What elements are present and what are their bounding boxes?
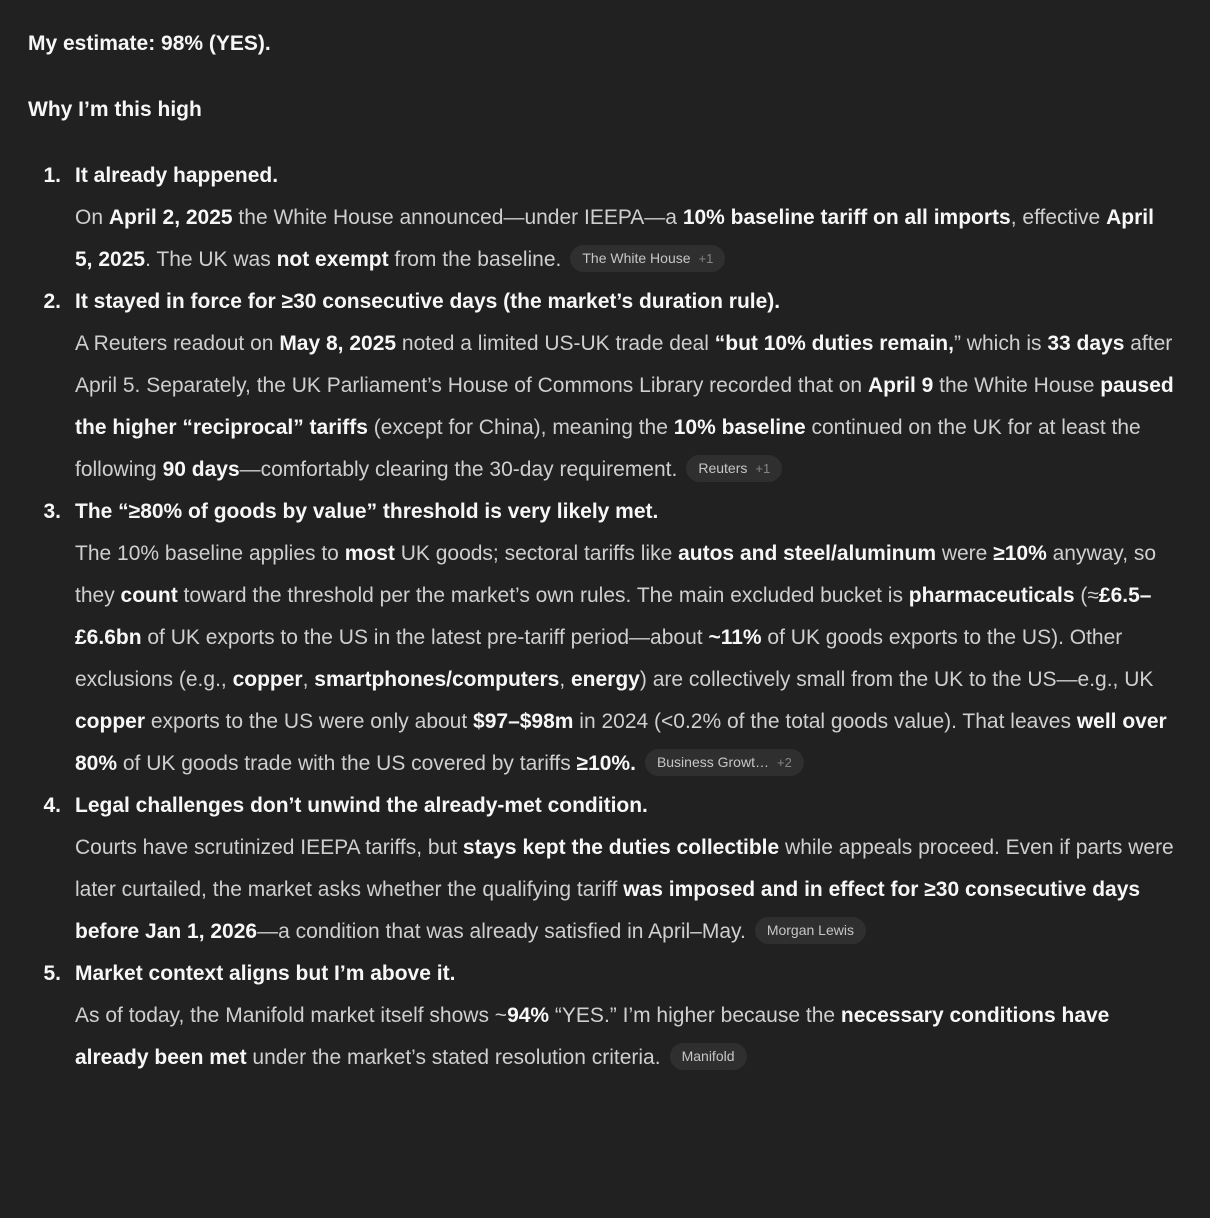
text-segment: ) are collectively small from the UK to the US—e.g., UK (639, 668, 1154, 691)
text-segment: from the baseline. (388, 248, 562, 271)
list-item-text (75, 995, 1174, 1079)
list-item-title: Market context aligns but I’m above it. (75, 962, 456, 985)
bold-text-segment: copper (75, 710, 146, 733)
bold-text-segment: ≥10%. (576, 752, 636, 775)
list-item-number: 1. (43, 164, 61, 187)
list-item-text (75, 827, 1174, 953)
citation-badge-count: +1 (755, 460, 771, 476)
bold-text-segment: April 2, 2025 (108, 206, 233, 229)
bold-text-segment: April 9 (867, 374, 934, 397)
list-item-body (75, 542, 1167, 775)
list-item-title: It already happened. (75, 164, 279, 187)
citation-badge[interactable] (686, 455, 782, 482)
bold-text-segment: copper (232, 668, 303, 691)
text-segment: while appeals proceed. Even if parts were later curtailed, the market asks whether the qualifying tariff (75, 836, 1174, 901)
text-segment: anyway, so they (75, 542, 1157, 607)
bold-text-segment: pharmaceuticals (908, 584, 1075, 607)
text-segment: noted a limited US-UK trade deal (396, 332, 715, 355)
text-segment: The 10% baseline applies to (75, 542, 345, 565)
bold-text-segment: £6.5–£6.6bn (75, 584, 1152, 649)
list-item-body (75, 332, 1174, 481)
text-segment: in 2024 (<0.2% of the total goods value). That leaves (573, 710, 1077, 733)
bold-text-segment: energy (571, 668, 640, 691)
bold-text-segment: April 5, 2025 (75, 206, 1154, 271)
bold-text-segment: 90 days (162, 458, 240, 481)
text-segment: UK goods; sectoral tariffs like (394, 542, 679, 565)
text-segment: , (559, 668, 571, 691)
text-segment: A Reuters readout on (75, 332, 280, 355)
text-segment: of UK goods exports to the US). Other exclusions (e.g., (75, 626, 1123, 691)
text-segment: under the market’s stated resolution criteria. (246, 1046, 661, 1069)
list-item-title: The “≥80% of goods by value” threshold is very likely met. (75, 500, 659, 523)
text-segment: —a condition that was already satisfied in April–May. (257, 920, 746, 943)
citation-badge[interactable] (570, 245, 725, 272)
bold-text-segment: well over 80% (75, 710, 1167, 775)
citation-badge[interactable] (645, 749, 804, 776)
citation-badge-label: The White House (582, 249, 691, 266)
bold-text-segment: not exempt (276, 248, 389, 271)
text-segment: toward the threshold per the market’s own rules. The main excluded bucket is (177, 584, 909, 607)
text-segment: As of today, the Manifold market itself shows ~ (75, 1004, 508, 1027)
text-segment: . The UK was (145, 248, 277, 271)
citation-badge-label: Business Growt… (656, 753, 769, 770)
bold-text-segment: count (120, 584, 178, 607)
text-segment: , effective (1010, 206, 1107, 229)
text-segment: ” which is (953, 332, 1048, 355)
text-segment: Courts have scrutinized IEEPA tariffs, but (75, 836, 463, 859)
list-item-body (75, 1004, 1109, 1069)
text-segment: —comfortably clearing the 30-day requirement. (239, 458, 678, 481)
list-item-content (75, 281, 1174, 491)
text-segment: (except for China), meaning the (367, 416, 674, 439)
list-item-number: 2. (43, 290, 61, 313)
list-item (28, 785, 1174, 953)
text-segment: the White House (933, 374, 1101, 397)
bold-text-segment: was imposed and in effect for ≥30 consecutive days before Jan 1, 2026 (75, 878, 1141, 943)
text-segment: of UK exports to the US in the latest pre-tariff period—about (141, 626, 709, 649)
text-segment: after April 5. Separately, the UK Parliament’s House of Commons Library recorded that on (75, 332, 1173, 397)
citation-badge-count: +2 (776, 754, 792, 770)
text-segment: (≈ (1074, 584, 1099, 607)
citation-badge-label: Manifold (681, 1047, 735, 1064)
list-item (28, 281, 1174, 491)
citation-badge[interactable] (755, 917, 866, 944)
list-item-content (75, 491, 1174, 785)
list-item-text (75, 323, 1174, 491)
bold-text-segment: ≥10% (993, 542, 1047, 565)
bold-text-segment: stays kept the duties collectible (462, 836, 780, 859)
text-segment: , (302, 668, 315, 691)
reason-list (28, 155, 1174, 1079)
bold-text-segment: smartphones/computers (314, 668, 560, 691)
list-item (28, 491, 1174, 785)
bold-text-segment: “but 10% duties remain, (714, 332, 954, 355)
list-item-text (75, 533, 1174, 785)
list-item-content (75, 953, 1174, 1079)
bold-text-segment: $97–$98m (473, 710, 574, 733)
list-item-number: 5. (43, 962, 61, 985)
bold-text-segment: necessary conditions have already been met (75, 1004, 1110, 1069)
text-segment: exports to the US were only about (145, 710, 474, 733)
bold-text-segment: My estimate: 98% (YES). (28, 32, 271, 55)
list-item-title: It stayed in force for ≥30 consecutive days (the market’s duration rule). (75, 290, 781, 313)
bold-text-segment: 94% (507, 1004, 550, 1027)
bold-text-segment: autos and steel/aluminum (678, 542, 936, 565)
citation-badge[interactable] (670, 1043, 747, 1070)
bold-text-segment: May 8, 2025 (279, 332, 397, 355)
list-item-number: 4. (43, 794, 61, 817)
list-item-text (75, 197, 1174, 281)
bold-text-segment: Why I’m this high (28, 98, 202, 121)
bold-text-segment: 33 days (1047, 332, 1125, 355)
list-item-body (75, 836, 1174, 943)
list-item-number: 3. (43, 500, 61, 523)
list-item-content (75, 155, 1174, 281)
bold-text-segment: paused the higher “reciprocal” tariffs (75, 374, 1174, 439)
bold-text-segment: ~11% (708, 626, 762, 649)
list-item (28, 953, 1174, 1079)
text-segment: continued on the UK for at least the following (75, 416, 1141, 481)
list-item (28, 155, 1174, 281)
citation-badge-count: +1 (698, 250, 714, 266)
citation-badge-label: Reuters (698, 459, 748, 476)
bold-text-segment: 10% baseline tariff on all imports (682, 206, 1011, 229)
text-segment: “YES.” I’m higher because the (549, 1004, 841, 1027)
estimate-line (28, 23, 1174, 65)
text-segment: of UK goods trade with the US covered by tariffs (117, 752, 577, 775)
text-segment: were (936, 542, 994, 565)
list-item-content (75, 785, 1174, 953)
bold-text-segment: most (344, 542, 395, 565)
why-heading (28, 89, 1174, 131)
citation-badge-label: Morgan Lewis (766, 921, 854, 938)
text-segment: the White House announced—under IEEPA—a (232, 206, 683, 229)
bold-text-segment: 10% baseline (673, 416, 806, 439)
list-item-title: Legal challenges don’t unwind the already-met condition. (75, 794, 648, 817)
text-segment: On (75, 206, 109, 229)
